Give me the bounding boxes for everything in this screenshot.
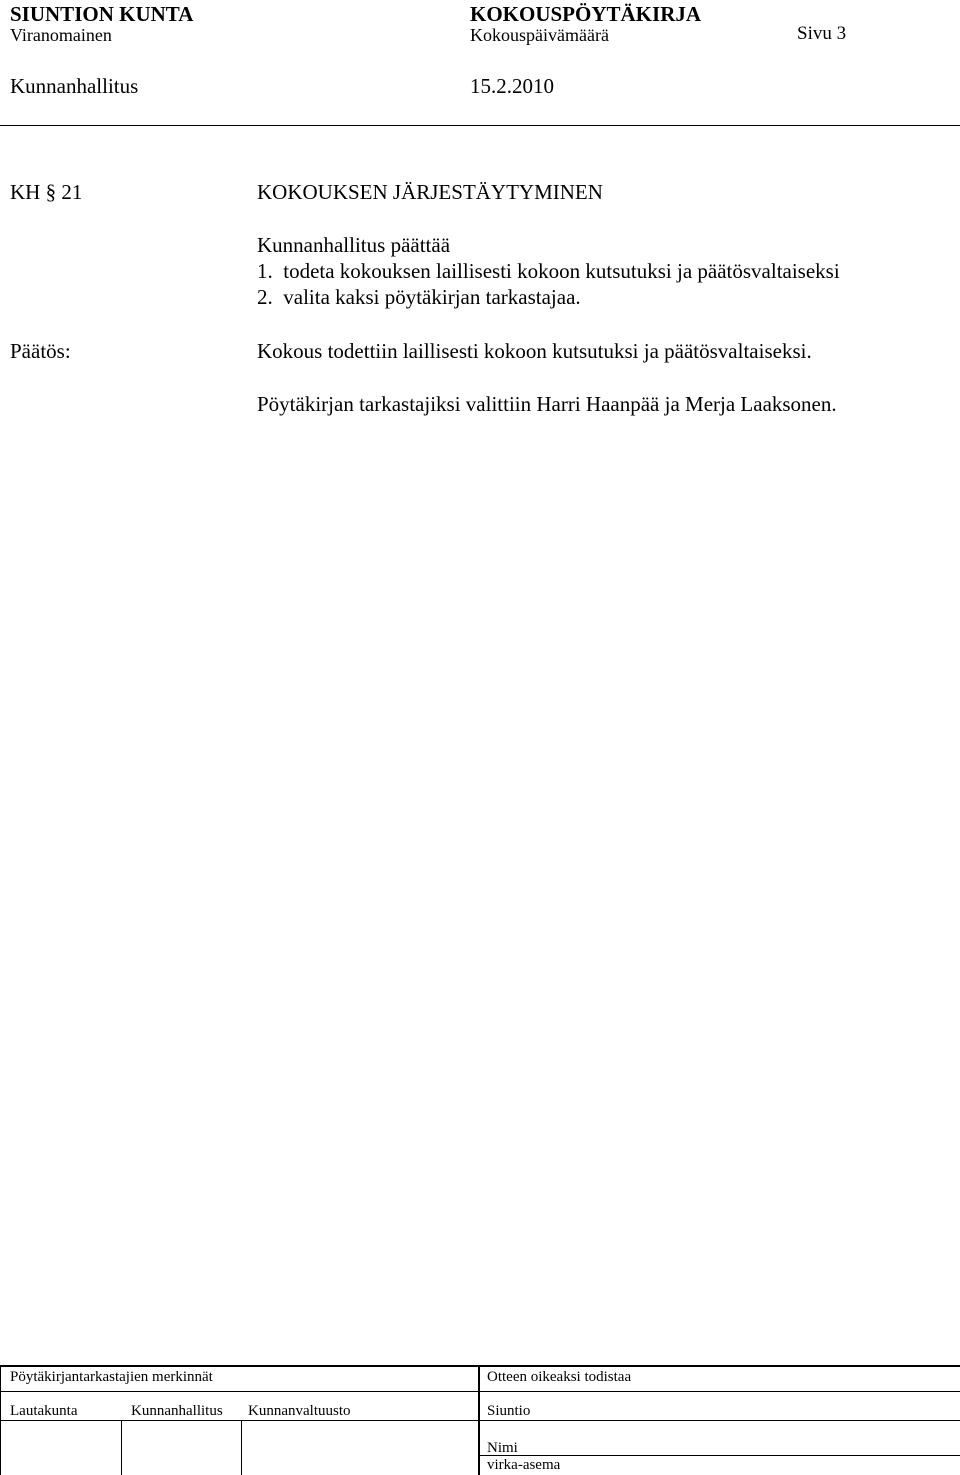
footer-top-rule: [0, 1365, 960, 1367]
footer-col-divider: [241, 1420, 242, 1475]
document-type: KOKOUSPÖYTÄKIRJA: [470, 2, 702, 26]
municipality-name: SIUNTION KUNTA: [10, 2, 194, 26]
footer-center-divider: [478, 1365, 480, 1475]
name-label: Nimi: [487, 1440, 518, 1456]
footer-left-border: [0, 1365, 1, 1475]
column-executive: Kunnanhallitus: [131, 1403, 223, 1419]
header-rule: [0, 125, 960, 126]
meeting-date-label: Kokouspäivämäärä: [470, 25, 609, 45]
certify-label: Otteen oikeaksi todistaa: [487, 1369, 632, 1385]
authority-name: Kunnanhallitus: [10, 74, 139, 98]
footer-row-rule: [0, 1420, 960, 1421]
footer-row-rule: [0, 1391, 960, 1392]
decision-text-1: Kokous todettiin laillisesti kokoon kutsutuksi ja päätösvaltaiseksi.: [257, 339, 812, 363]
place-name: Siuntio: [487, 1403, 531, 1419]
section-number: KH § 21: [10, 180, 83, 204]
proposal-item-1: 1. todeta kokouksen laillisesti kokoon kutsutuksi ja päätösvaltaiseksi: [257, 259, 840, 283]
footer-col-divider: [121, 1420, 122, 1475]
proposal-intro: Kunnanhallitus päättää: [257, 233, 451, 257]
decision-text-2: Pöytäkirjan tarkastajiksi valittiin Harri Haanpää ja Merja Laaksonen.: [257, 392, 837, 416]
inspectors-label: Pöytäkirjantarkastajien merkinnät: [10, 1369, 213, 1385]
footer-name-rule: [480, 1455, 960, 1456]
decision-label: Päätös:: [10, 339, 71, 363]
meeting-date: 15.2.2010: [470, 74, 554, 98]
section-title: KOKOUKSEN JÄRJESTÄYTYMINEN: [257, 180, 603, 204]
column-council: Kunnanvaltuusto: [248, 1403, 351, 1419]
proposal-item-2: 2. valita kaksi pöytäkirjan tarkastajaa.: [257, 285, 581, 309]
position-label: virka-asema: [487, 1457, 561, 1473]
column-board: Lautakunta: [10, 1403, 78, 1419]
page-number: Sivu 3: [797, 23, 847, 44]
authority-label: Viranomainen: [10, 25, 112, 45]
